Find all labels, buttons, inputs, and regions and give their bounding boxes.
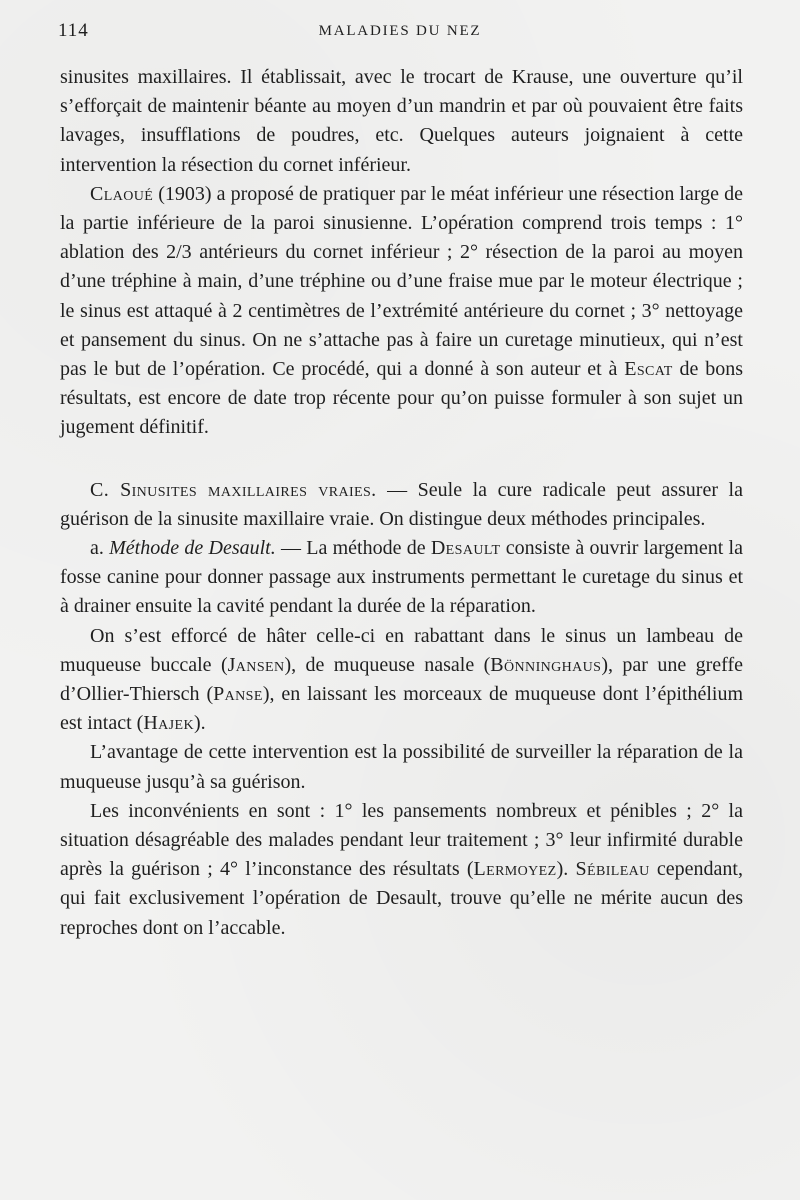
item-label: a. xyxy=(90,537,110,560)
author-name: Bönninghaus xyxy=(490,653,602,676)
body-text xyxy=(60,63,743,943)
paragraph-text: consiste à ouvrir largement la fosse canine pour donner passage aux instruments permettant le curetage du sinus et à drainer ensuite la cavité pendant la durée de la réparation. xyxy=(60,537,743,618)
paragraph-text: ), par une greffe d’Ollier-Thiersch ( xyxy=(60,653,743,706)
subsection-heading: Méthode de Desault. xyxy=(109,537,276,560)
paragraph-text: ), en laissant les morceaux de muqueuse dont l’épithélium est intact ( xyxy=(60,683,744,735)
paragraph-5 xyxy=(60,622,743,739)
paragraph-text: — La méthode de xyxy=(275,537,431,560)
paragraph-1: sinusites maxillaires. Il établissait, avec le trocart de Krause, une ouverture qu’il s’efforçait de maintenir béante au moyen d’un mandrin et par où pouvaient être faits lavages, insufflations de poudres, etc. Quelques auteurs joignaient à cette intervention la résection du cornet inférieur. xyxy=(60,66,743,176)
paragraph-3 xyxy=(60,476,743,534)
paragraph-text: (1903) a proposé de pratiquer par le méat inférieur une résection large de la partie inférieure de la paroi sinusienne. L’opération comprend trois temps : 1° ablation des 2/3 antérieurs du cornet inférieur ; 2° résection de la paroi au moyen d’une tréphine à main, d’une tréphine ou d’une fraise mue par le moteur électrique ; le sinus est attaqué à 2 centimètres de l’extrémité antérieure du cornet ; 3° nettoyage et pansement du sinus. On ne s’attache pas à faire un curetage minutieux, qui n’est pas le but de l’opération. Ce procédé, qui a donné à son auteur et à xyxy=(60,182,743,381)
paragraph-text: cependant, qui fait exclusivement l’opération de Desault, trouve qu’elle ne mérite aucun des reproches dont on l’accable. xyxy=(60,858,743,939)
section-heading: C. Sinusites maxillaires vraies. xyxy=(90,478,377,501)
paragraph-4 xyxy=(60,534,743,622)
page-number: 114 xyxy=(58,20,89,41)
paragraph-7 xyxy=(60,797,743,943)
running-title: MALADIES DU NEZ xyxy=(318,23,482,39)
author-name: Panse xyxy=(213,683,263,706)
paragraph-text: — Seule la cure radicale peut assurer la guérison de la sinusite maxillaire vraie. On distingue deux méthodes principales. xyxy=(60,478,743,530)
author-name: Desault xyxy=(430,537,501,560)
author-name: Hajek xyxy=(143,712,194,735)
author-name: Claoué xyxy=(90,182,154,205)
paragraph-text: ). xyxy=(193,712,206,735)
paragraph-text: de bons résultats, est encore de date trop récente pour qu’on puisse formuler à son sujet un jugement définitif. xyxy=(60,358,743,439)
author-name: Jansen xyxy=(227,653,285,676)
paragraph-6: L’avantage de cette intervention est la possibilité de surveiller la réparation de la muqueuse jusqu’à sa guérison. xyxy=(60,741,743,793)
author-name: Lermoyez xyxy=(473,858,557,881)
paragraph-text: Les inconvénients en sont : 1° les pansements nombreux et pénibles ; 2° la situation désagréable des malades pendant leur traitement ; 3° leur infirmité durable après la guérison ; 4° l’inconstance des résultats ( xyxy=(60,799,743,881)
author-name: Escat xyxy=(624,358,673,381)
paragraph-text: On s’est efforcé de hâter celle-ci en rabattant dans le sinus un lambeau de muqueuse buccale ( xyxy=(60,624,743,676)
paragraph-text: ). xyxy=(556,858,576,881)
paragraph-text: ), de muqueuse nasale ( xyxy=(284,653,491,676)
paragraph-2 xyxy=(60,180,743,443)
author-name: Sébileau xyxy=(575,858,650,881)
